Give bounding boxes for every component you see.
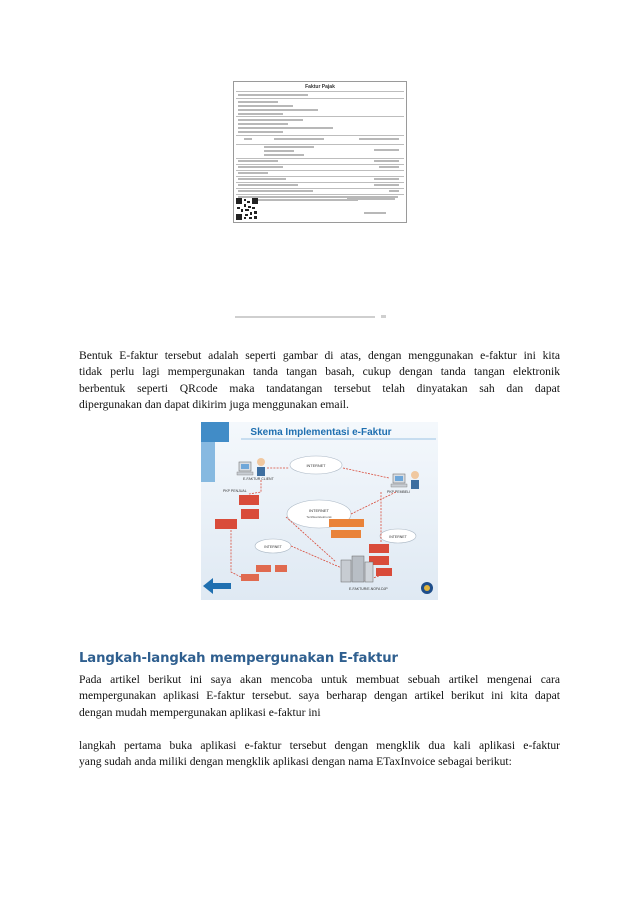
- label-efaktur-client: E-FAKTUR CLIENT: [243, 477, 274, 481]
- faktur-sheet: [233, 81, 407, 223]
- paragraph-line: langkah pertama buka aplikasi e-faktur tersebut dengan mengklik dua kali aplikasi e-faktur: [79, 739, 560, 752]
- person-icon: [411, 471, 419, 479]
- label-internet-center: INTERNET: [309, 508, 329, 513]
- label-pkp-pembeli: PKP PEMBELI: [387, 490, 411, 494]
- paragraph-line: dengan mudah mempergunakan aplikasi e-faktur ini: [79, 705, 321, 719]
- faktur-title: Faktur Pajak: [305, 84, 335, 90]
- paragraph-article-intro: [79, 672, 560, 721]
- section-heading: Langkah-langkah mempergunakan E-faktur: [79, 651, 398, 666]
- computer-icon: [237, 462, 253, 475]
- paragraph-efaktur-description: [79, 348, 560, 414]
- paragraph-line: dipergunakan dan dapat dikirim juga menggunakan email.: [79, 398, 349, 412]
- paragraph-line: tidak perlu lagi mempergunakan tanda tangan basah, cukup dengan tanda tangan elektronik: [79, 365, 560, 379]
- paragraph-line: yang sudah anda miliki dengan mengklik aplikasi dengan nama ETaxInvoice sebagai berikut:: [79, 755, 512, 769]
- label-internet-top: INTERNET: [306, 464, 326, 468]
- cloud-icon: [380, 529, 416, 543]
- computer-icon: [391, 474, 407, 487]
- efaktur-scheme-diagram: [201, 422, 438, 600]
- label-internet-right: INTERNET: [389, 535, 407, 539]
- paragraph-line: mempergunakan aplikasi E-faktur tersebut. saya berharap dengan artikel berikut ini kita dapat: [79, 689, 560, 703]
- person-icon: [257, 458, 265, 466]
- paragraph-first-step: [79, 738, 560, 771]
- cloud-icon: [255, 539, 291, 553]
- label-efaktur-host: E-FAKTUR/E-NOFA DJP: [349, 587, 388, 591]
- paragraph-line: Bentuk E-faktur tersebut adalah seperti gambar di atas, dengan menggunakan e-faktur ini kita: [79, 349, 560, 362]
- label-internet-center-sub: Tertifikat Elektronik: [306, 515, 332, 519]
- label-internet-left: INTERNET: [264, 545, 282, 549]
- cloud-icon: [290, 456, 342, 474]
- label-pkp-penjual: PKP PENJUAL: [223, 489, 247, 493]
- diagram-title: Skema Implementasi e-Faktur: [250, 427, 392, 438]
- paragraph-line: berbentuk seperti QRcode maka tandatangan tersebut telah dinyatakan sah dan dapat: [79, 381, 560, 395]
- qr-code-icon: [236, 198, 258, 220]
- paragraph-line: Pada artikel berikut ini saya akan mencoba untuk membuat sebuah artikel mengenai cara: [79, 673, 560, 686]
- faktur-pajak-image: [229, 78, 409, 326]
